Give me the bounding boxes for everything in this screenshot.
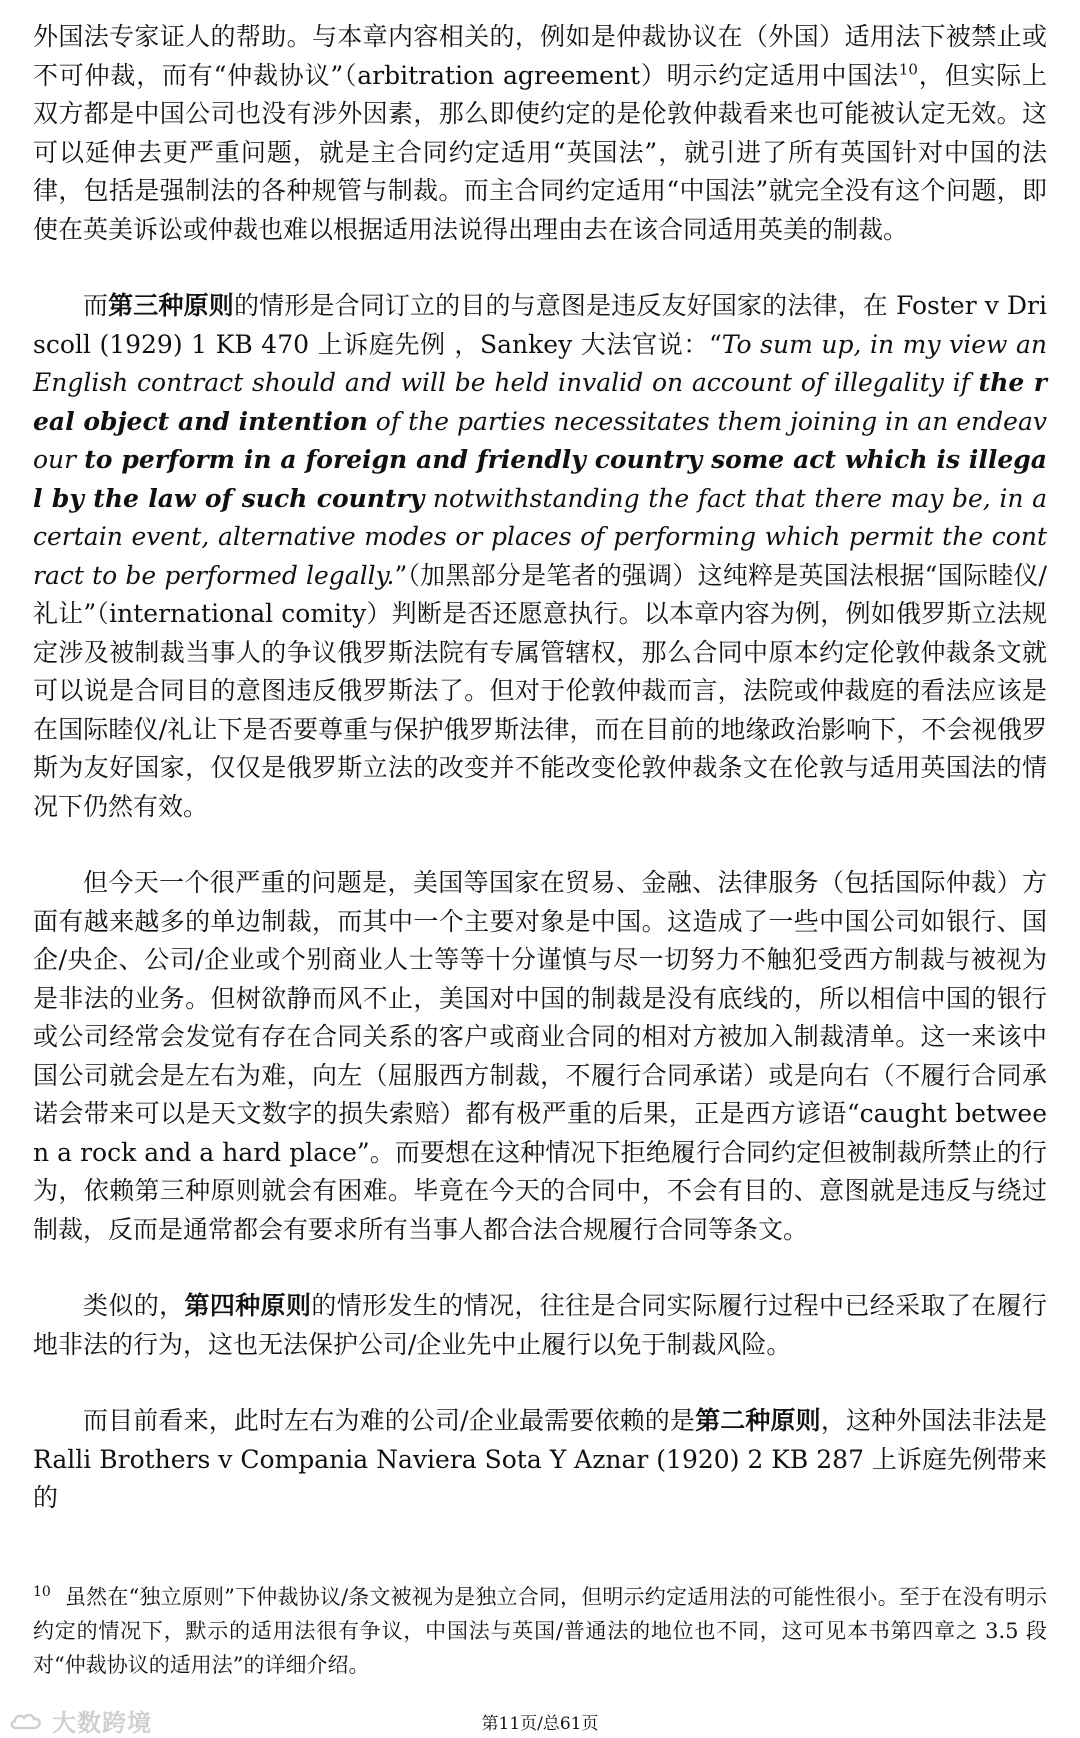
paragraph-2 [33, 287, 1047, 826]
document-body [33, 18, 1047, 1518]
text-run: notwithstanding the fact that there may be, in a certain event, alternative modes or places of performing which permit the contract to be performed legally. [33, 483, 1047, 590]
paragraph-4 [33, 1287, 1047, 1364]
paragraph-gap [33, 249, 1047, 287]
text-run: 但今天一个很严重的问题是，美国等国家在贸易、金融、法律服务（包括国际仲裁）方面有越来越多的单边制裁，而其中一个主要对象是中国。这造成了一些中国公司如银行、国企/央企、公司/企业或个别商业人士等等十分谨慎与尽一切努力不触犯受西方制裁与被视为是非法的业务。但树欲静而风不止，美国对中国的制裁是没有底线的，所以相信中国的银行或公司经常会发觉有存在合同关系的客户或商业合同的相对方被加入制裁清单。这一来该中国公司就会是左右为难，向左（屈服西方制裁，不履行合同承诺）或是向右（不履行合同承诺会带来可以是天文数字的损失索赔）都有极严重的后果，正是西方谚语“caught between a rock and a hard place”。而要想在这种情况下拒绝履行合同约定但被制裁所禁止的行为，依赖第三种原则就会有困难。毕竟在今天的合同中，不会有目的、意图就是违反与绕过制裁，反而是通常都会有要求所有当事人都合法合规履行合同等条文。 [33, 868, 1047, 1244]
text-run: the real object and intention [33, 368, 1047, 436]
paragraph-gap [33, 1364, 1047, 1402]
text-run: 而目前看来，此时左右为难的公司/企业最需要依赖的是 [83, 1406, 696, 1435]
paragraph-list [33, 18, 1047, 1518]
text-run: ”（加黑部分是笔者的强调）这纯粹是英国法根据“国际睦仪/礼让”（international comity）判断是否还愿意执行。以本章内容为例，例如俄罗斯立法规定涉及被制裁当事人的争议俄罗斯法院有专属管辖权，那么合同中原本约定伦敦仲裁条文就可以说是合同目的意图违反俄罗斯法了。但对于伦敦仲裁而言，法院或仲裁庭的看法应该是在国际睦仪/礼让下是否要尊重与保护俄罗斯法律，而在目前的地缘政治影响下，不会视俄罗斯为友好国家，仅仅是俄罗斯立法的改变并不能改变伦敦仲裁条文在伦敦与适用英国法的情况下仍然有效。 [33, 560, 1047, 821]
text-run: 而 [83, 291, 109, 320]
paragraph-3 [33, 864, 1047, 1249]
text-run: 第四种原则 [184, 1291, 312, 1320]
text-run: of the parties necessitates them joining in an endeavour [33, 406, 1047, 474]
text-run: 第三种原则 [108, 291, 234, 320]
paragraph-5 [33, 1402, 1047, 1518]
text-run: 的情形是合同订立的目的与意图是违反友好国家的法律，在 Foster v Driscoll (1929) 1 KB 470 上诉庭先例 ，Sankey 大法官说：“ [33, 291, 1047, 359]
text-run: 外国法专家证人的帮助。与本章内容相关的，例如是仲裁协议在（外国）适用法下被禁止或不可仲裁，而有“仲裁协议”（arbitration agreement）明示约定适用中国法 [33, 22, 1047, 90]
footnote-text: 虽然在“独立原则”下仲裁协议/条文被视为是独立合同，但明示约定适用法的可能性很小。至于在没有明示约定的情况下，默示的适用法很有争议，中国法与英国/普通法的地位也不同，这可见本书第四章之 3.5 段对“仲裁协议的适用法”的详细介绍。 [33, 1585, 1047, 1677]
text-run: 第二种原则 [695, 1406, 821, 1435]
text-run: 的情形发生的情况，往往是合同实际履行过程中已经采取了在履行地非法的行为，这也无法保护公司/企业先中止履行以免于制裁风险。 [33, 1291, 1047, 1359]
paragraph-gap [33, 826, 1047, 864]
footnote-mark: 10 [33, 1584, 51, 1600]
text-run: ，但实际上双方都是中国公司也没有涉外因素，那么即使约定的是伦敦仲裁看来也可能被认定无效。这可以延伸去更严重问题，就是主合同约定适用“英国法”，就引进了所有英国针对中国的法律，包括是强制法的各种规管与制裁。而主合同约定适用“中国法”就完全没有这个问题，即使在英美诉讼或仲裁也难以根据适用法说得出理由去在该合同适用英美的制裁。 [33, 60, 1047, 244]
footnote-section [33, 1580, 1047, 1682]
watermark-text: 大数跨境 [52, 1709, 152, 1737]
footnote-10 [33, 1580, 1047, 1682]
footnote-reference: 10 [898, 60, 918, 79]
text-run: ，这种外国法非法是 Ralli Brothers v Compania Naviera Sota Y Aznar (1920) 2 KB 287 上诉庭先例带来的 [33, 1406, 1047, 1512]
text-run: to perform in a foreign and friendly country some act which is illegal by the law of such country [33, 445, 1047, 513]
page-number: 第11页/总61页 [481, 1714, 599, 1734]
paragraph-1 [33, 18, 1047, 249]
paragraph-gap [33, 1249, 1047, 1287]
text-run: To sum up, in my view an English contract should and will be held invalid on account of illegality if [33, 329, 1047, 397]
text-run: 类似的， [83, 1291, 185, 1320]
